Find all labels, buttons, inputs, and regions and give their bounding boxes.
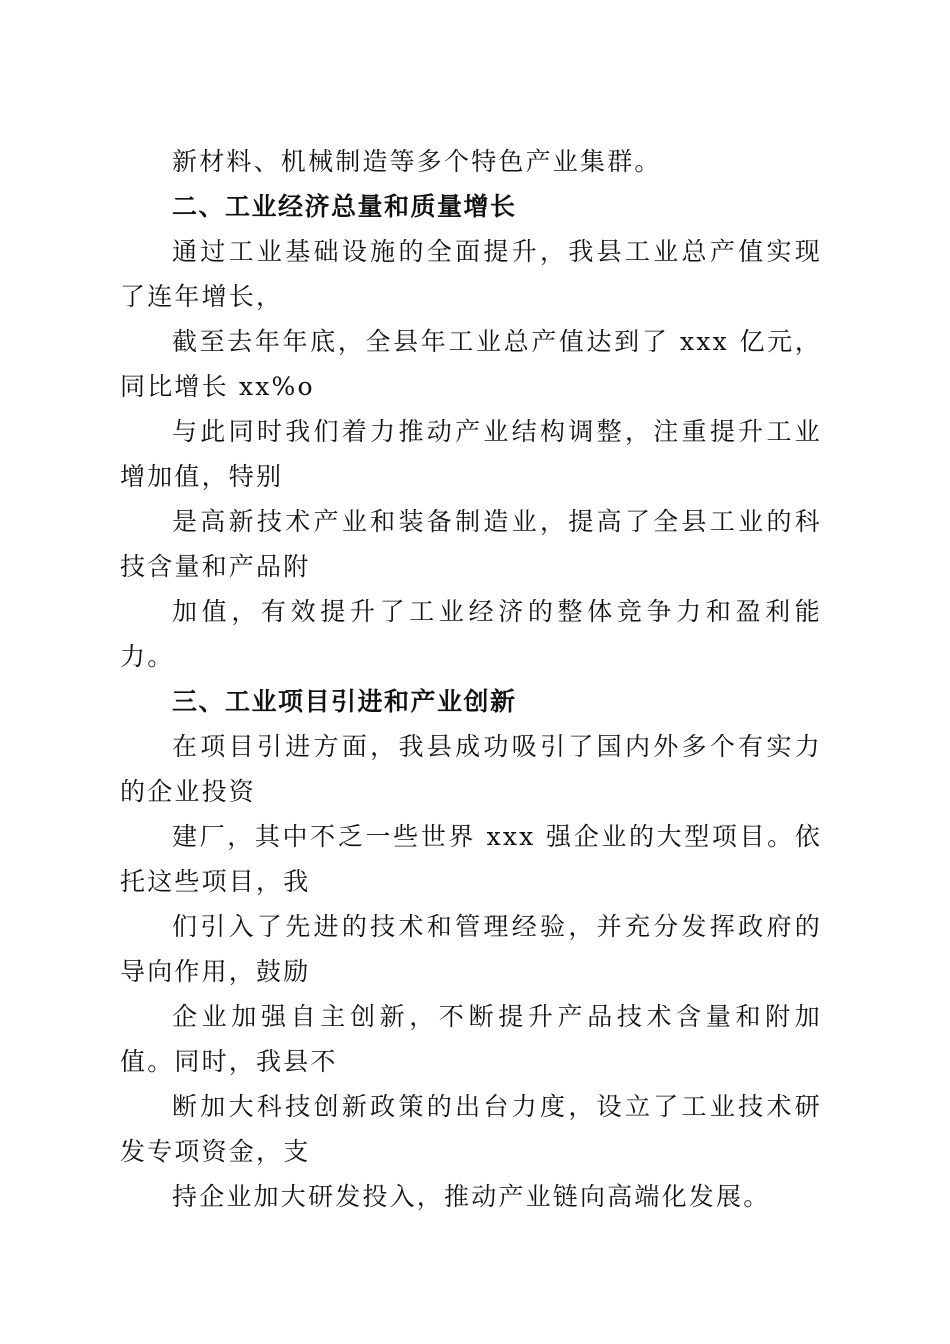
paragraph: 们引入了先进的技术和管理经验，并充分发挥政府的导向作用，鼓励 xyxy=(120,912,822,986)
paragraph: 是高新技术产业和装备制造业，提高了全县工业的科技含量和产品附 xyxy=(120,507,822,581)
paragraph: 断加大科技创新政策的出台力度，设立了工业技术研发专项资金，支 xyxy=(120,1092,822,1166)
section-heading: 二、工业经济总量和质量增长 xyxy=(172,192,517,221)
document-body xyxy=(120,139,822,1219)
paragraph: 与此同时我们着力推动产业结构调整，注重提升工业增加值，特别 xyxy=(120,417,822,491)
paragraph: 建厂，其中不乏一些世界 xxx 强企业的大型项目。依托这些项目，我 xyxy=(120,822,822,896)
paragraph: 持企业加大研发投入，推动产业链向高端化发展。 xyxy=(172,1182,771,1211)
paragraph: 新材料、机械制造等多个特色产业集群。 xyxy=(172,147,662,176)
paragraph: 截至去年年底，全县年工业总产值达到了 xxx 亿元，同比增长 xx%o xyxy=(120,327,822,401)
paragraph: 在项目引进方面，我县成功吸引了国内外多个有实力的企业投资 xyxy=(120,732,822,806)
paragraph: 企业加强自主创新，不断提升产品技术含量和附加值。同时，我县不 xyxy=(120,1002,822,1076)
section-heading: 三、工业项目引进和产业创新 xyxy=(172,687,517,716)
paragraph: 加值，有效提升了工业经济的整体竞争力和盈利能力。 xyxy=(120,597,822,671)
paragraph: 通过工业基础设施的全面提升，我县工业总产值实现了连年增长， xyxy=(120,237,822,311)
